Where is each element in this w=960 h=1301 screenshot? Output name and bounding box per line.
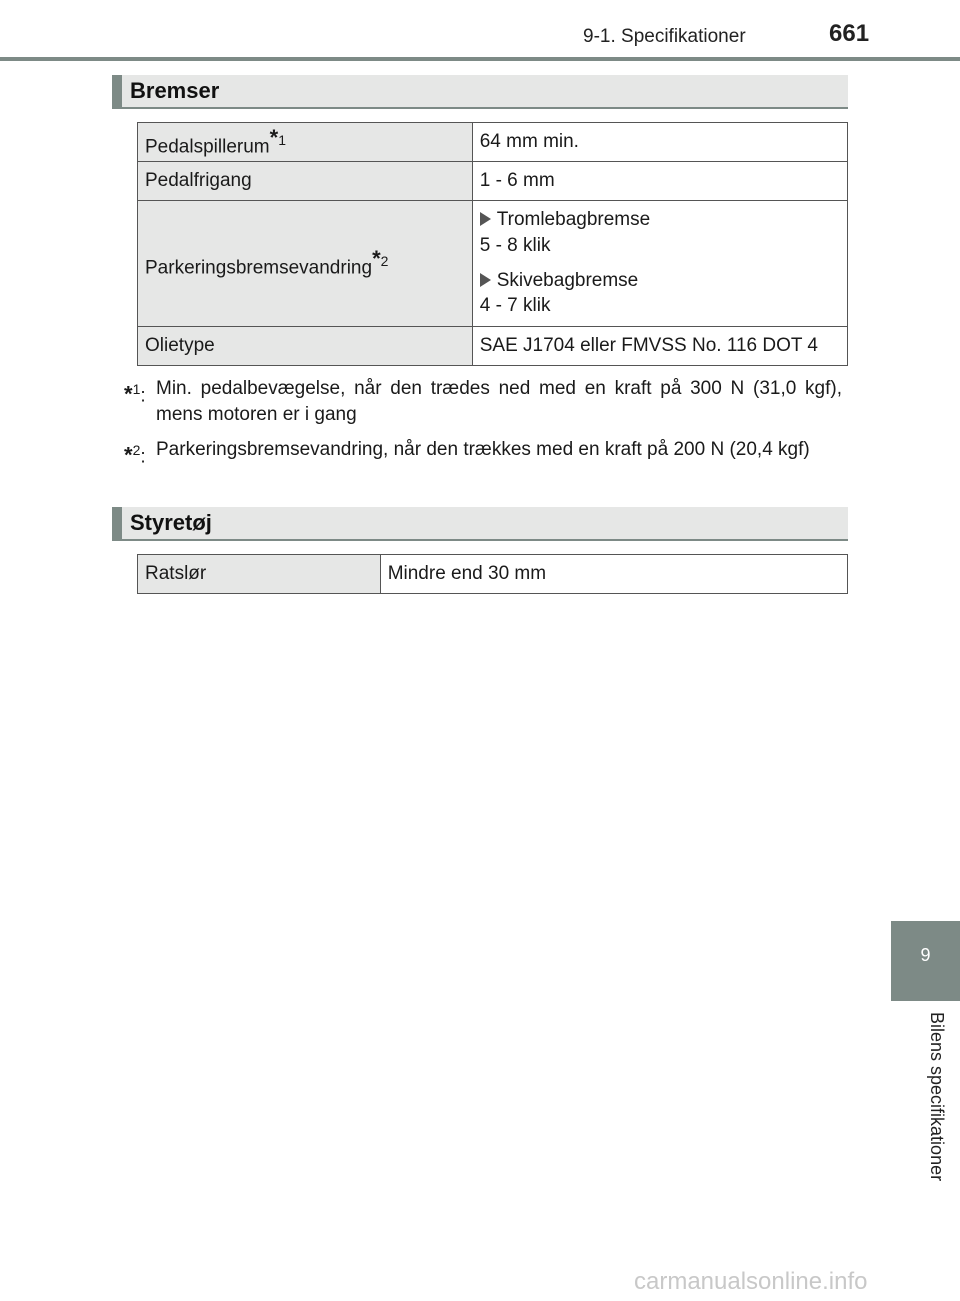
brakes-spec-table	[137, 122, 848, 366]
section-title-steering: Styretøj	[130, 510, 212, 535]
spec-subvalue: 4 - 7 klik	[479, 295, 551, 317]
watermark: carmanualsonline.info	[634, 1268, 868, 1295]
spec-value: Mindre end 30 mm	[380, 555, 847, 594]
chapter-title: Bilens specifikationer	[927, 1012, 947, 1182]
triangle-bullet-icon	[480, 273, 491, 287]
footnote-text: Min. pedalbevægelse, når den trædes ned med en kraft på 300 N (31,0 kgf), mens motoren er i gang	[156, 378, 842, 425]
section-heading-steering	[112, 507, 848, 541]
triangle-bullet-icon	[480, 212, 491, 226]
footnote-text: Parkeringsbremsevandring, når den trækkes med en kraft på 200 N (20,4 kgf)	[156, 439, 810, 460]
table-row	[138, 327, 848, 366]
footnote-marker: *$^1$:	[124, 381, 146, 407]
header-section-title: 9-1. Specifikationer	[583, 26, 746, 47]
heading-accent-bar	[112, 507, 122, 539]
list-item: Tromlebagbremse	[480, 209, 840, 232]
spec-value	[472, 201, 847, 327]
footnote-1	[124, 376, 842, 428]
spec-label: Olietype	[138, 327, 473, 366]
spec-label: Ratslør	[138, 555, 381, 594]
spec-value: 1 - 6 mm	[472, 162, 847, 201]
footnote-2	[124, 437, 842, 468]
footnote-marker: *$^2$:	[124, 442, 146, 468]
section-title-brakes: Bremser	[130, 78, 220, 103]
spec-label	[138, 201, 473, 327]
footnote-ref: *2	[372, 246, 389, 272]
chapter-number: 9	[920, 945, 931, 965]
footnote-ref: *1	[269, 124, 286, 150]
spec-label	[138, 123, 473, 162]
chapter-tab	[891, 921, 960, 1001]
table-row	[138, 201, 848, 327]
spec-value: 64 mm min.	[472, 123, 847, 162]
header-divider	[0, 57, 960, 61]
spec-value: SAE J1704 eller FMVSS No. 116 DOT 4	[472, 327, 847, 366]
list-item: Skivebagbremse	[480, 270, 840, 293]
page-number: 661	[829, 20, 870, 47]
steering-spec-table	[137, 554, 848, 594]
table-row	[138, 555, 848, 594]
spec-label: Pedalfrigang	[138, 162, 473, 201]
table-row	[138, 162, 848, 201]
spec-label-text: Parkeringsbremsevandring	[145, 257, 373, 279]
spec-subvalue: 5 - 8 klik	[479, 234, 551, 256]
table-row	[138, 123, 848, 162]
spec-label-text: Pedalspillerum	[145, 136, 270, 158]
section-heading-brakes	[112, 75, 848, 109]
heading-accent-bar	[112, 75, 122, 107]
